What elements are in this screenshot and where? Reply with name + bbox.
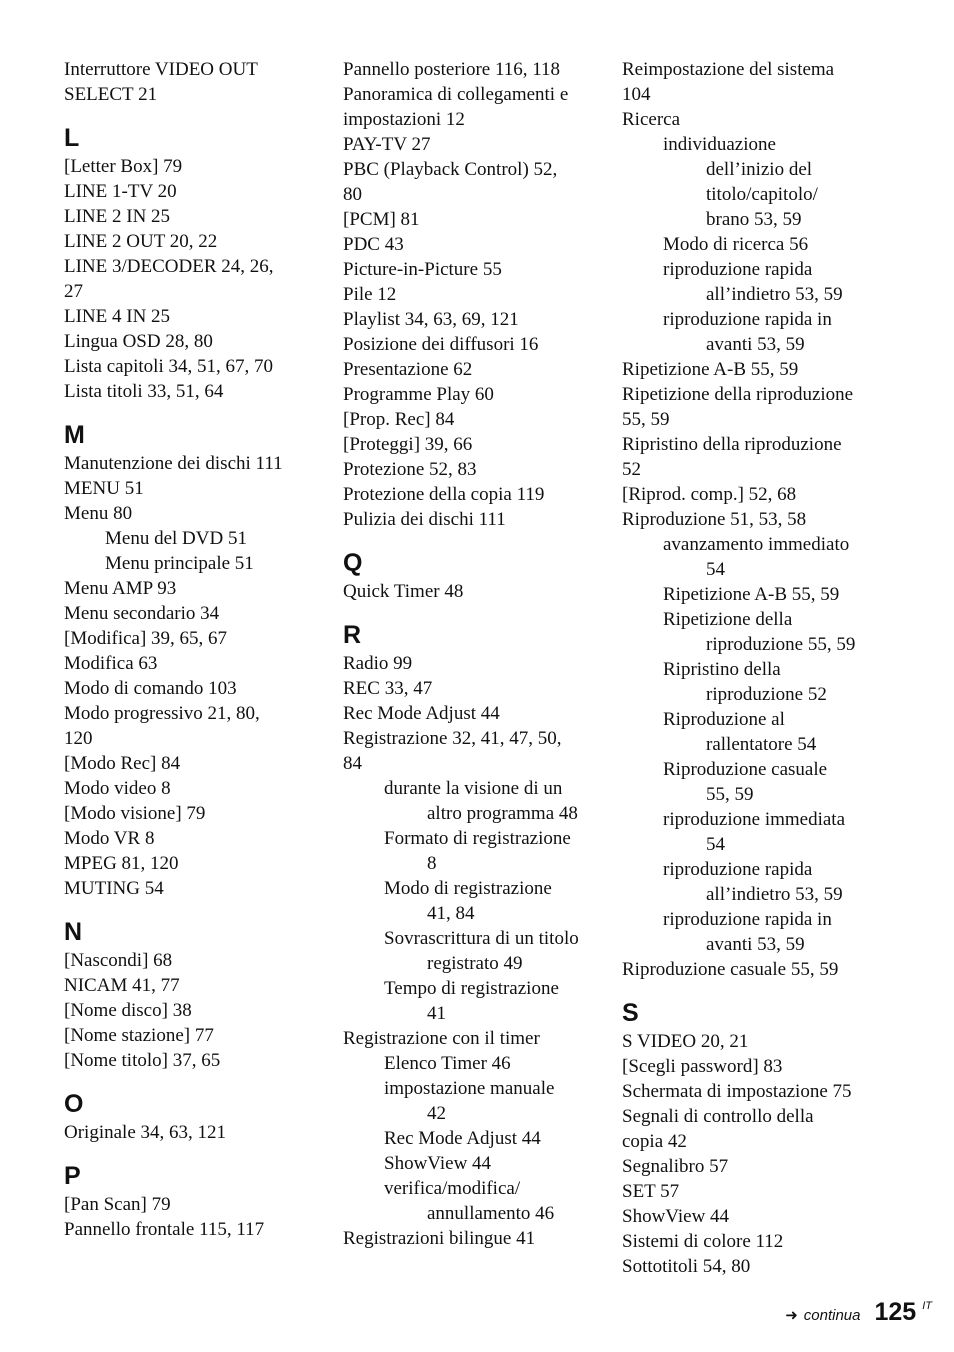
index-entry: copia 42: [622, 1131, 687, 1152]
index-entry: LINE 2 OUT 20, 22: [64, 231, 218, 252]
index-subentry: Ripetizione della: [663, 609, 793, 630]
index-entry: Ripetizione della riproduzione: [622, 384, 854, 405]
index-entry: Interruttore VIDEO OUT: [64, 59, 258, 80]
index-entry: PDC 43: [343, 234, 404, 255]
index-entry: Segnali di controllo della: [622, 1106, 814, 1127]
index-entry: Lista titoli 33, 51, 64: [64, 381, 224, 402]
index-entry: Protezione 52, 83: [343, 459, 477, 480]
index-subentry: avanzamento immediato: [663, 534, 850, 555]
index-subentry: riproduzione rapida in: [663, 909, 832, 930]
index-subentry: riproduzione rapida: [663, 259, 813, 280]
index-entry: [Modo Rec] 84: [64, 753, 181, 774]
index-subentry: Menu del DVD 51: [105, 528, 247, 549]
arrow-right-icon: ➜: [785, 1307, 798, 1324]
index-entry: LINE 4 IN 25: [64, 306, 171, 327]
index-entry: Registrazione con il timer: [343, 1028, 540, 1049]
index-entry: LINE 2 IN 25: [64, 206, 171, 227]
index-column-1: [64, 57, 326, 1242]
index-entry: Originale 34, 63, 121: [64, 1122, 227, 1143]
index-entry: Modo progressivo 21, 80,: [64, 703, 260, 724]
index-entry: SELECT 21: [64, 84, 158, 105]
index-entry: Pile 12: [343, 284, 397, 305]
index-subentry: 54: [706, 834, 725, 855]
index-entry: [Nome disco] 38: [64, 1000, 192, 1021]
index-column-2: [343, 57, 605, 1251]
index-entry: Pannello posteriore 116, 118: [343, 59, 561, 80]
index-entry: 84: [343, 753, 362, 774]
index-entry: Lista capitoli 34, 51, 67, 70: [64, 356, 273, 377]
index-entry: Presentazione 62: [343, 359, 473, 380]
index-entry: [Prop. Rec] 84: [343, 409, 455, 430]
index-entry: Panoramica di collegamenti e: [343, 84, 569, 105]
index-entry: ShowView 44: [622, 1206, 730, 1227]
index-entry: [Proteggi] 39, 66: [343, 434, 473, 455]
index-entry: 55, 59: [622, 409, 670, 430]
index-subentry: riproduzione 52: [706, 684, 827, 705]
index-entry: Pulizia dei dischi 111: [343, 509, 506, 530]
index-subentry: brano 53, 59: [706, 209, 802, 230]
index-entry: PBC (Playback Control) 52,: [343, 159, 558, 180]
index-entry: Ricerca: [622, 109, 681, 130]
index-entry: Menu AMP 93: [64, 578, 177, 599]
index-entry: Menu secondario 34: [64, 603, 220, 624]
index-entry: [Letter Box] 79: [64, 156, 183, 177]
index-entry: 52: [622, 459, 641, 480]
index-subentry: Ripetizione A-B 55, 59: [663, 584, 840, 605]
section-heading: N: [64, 918, 83, 946]
index-subentry: Riproduzione casuale: [663, 759, 828, 780]
index-subentry: 54: [706, 559, 725, 580]
index-entry: Riproduzione casuale 55, 59: [622, 959, 839, 980]
index-entry: Registrazione 32, 41, 47, 50,: [343, 728, 562, 749]
index-entry: Sottotitoli 54, 80: [622, 1256, 751, 1277]
index-entry: Pannello frontale 115, 117: [64, 1219, 265, 1240]
index-entry: 80: [343, 184, 362, 205]
index-entry: Modo VR 8: [64, 828, 155, 849]
index-entry: [Nome titolo] 37, 65: [64, 1050, 221, 1071]
section-heading: Q: [343, 549, 363, 577]
index-column-3: [622, 57, 884, 1279]
index-entry: Reimpostazione del sistema: [622, 59, 835, 80]
index-subentry: 42: [427, 1103, 446, 1124]
index-entry: S VIDEO 20, 21: [622, 1031, 749, 1052]
index-entry: impostazioni 12: [343, 109, 465, 130]
index-subentry: Rec Mode Adjust 44: [384, 1128, 541, 1149]
section-heading: O: [64, 1090, 84, 1118]
index-entry: LINE 1-TV 20: [64, 181, 177, 202]
index-entry: [Nascondi] 68: [64, 950, 173, 971]
page-language-suffix: IT: [922, 1300, 932, 1312]
index-entry: SET 57: [622, 1181, 680, 1202]
index-subentry: all’indietro 53, 59: [706, 284, 843, 305]
index-entry: Lingua OSD 28, 80: [64, 331, 213, 352]
index-subentry: registrato 49: [427, 953, 523, 974]
index-entry: Ripetizione A-B 55, 59: [622, 359, 799, 380]
index-entry: [Modifica] 39, 65, 67: [64, 628, 228, 649]
index-entry: MUTING 54: [64, 878, 164, 899]
index-entry: Segnalibro 57: [622, 1156, 729, 1177]
index-subentry: impostazione manuale: [384, 1078, 555, 1099]
section-heading: S: [622, 999, 639, 1027]
index-subentry: durante la visione di un: [384, 778, 563, 799]
index-subentry: riproduzione 55, 59: [706, 634, 856, 655]
index-entry: Posizione dei diffusori 16: [343, 334, 539, 355]
index-entry: [Scegli password] 83: [622, 1056, 783, 1077]
index-entry: Registrazioni bilingue 41: [343, 1228, 536, 1249]
index-entry: MPEG 81, 120: [64, 853, 179, 874]
index-entry: [Modo visione] 79: [64, 803, 206, 824]
index-subentry: dell’inizio del: [706, 159, 813, 180]
page-number: 125: [874, 1298, 917, 1326]
index-subentry: Sovrascrittura di un titolo: [384, 928, 579, 949]
index-entry: Modo di comando 103: [64, 678, 237, 699]
index-subentry: annullamento 46: [427, 1203, 555, 1224]
index-entry: Schermata di impostazione 75: [622, 1081, 852, 1102]
index-subentry: Menu principale 51: [105, 553, 254, 574]
index-entry: Rec Mode Adjust 44: [343, 703, 500, 724]
index-entry: [PCM] 81: [343, 209, 420, 230]
index-entry: Manutenzione dei dischi 111: [64, 453, 283, 474]
index-subentry: altro programma 48: [427, 803, 578, 824]
index-subentry: Formato di registrazione: [384, 828, 571, 849]
index-subentry: all’indietro 53, 59: [706, 884, 843, 905]
index-entry: Riproduzione 51, 53, 58: [622, 509, 807, 530]
index-subentry: verifica/modifica/: [384, 1178, 521, 1199]
index-entry: Menu 80: [64, 503, 133, 524]
index-subentry: riproduzione rapida in: [663, 309, 832, 330]
index-entry: NICAM 41, 77: [64, 975, 180, 996]
index-subentry: ShowView 44: [384, 1153, 492, 1174]
index-entry: Modo video 8: [64, 778, 171, 799]
index-subentry: Modo di ricerca 56: [663, 234, 809, 255]
index-entry: Playlist 34, 63, 69, 121: [343, 309, 519, 330]
index-entry: MENU 51: [64, 478, 144, 499]
index-entry: 104: [622, 84, 651, 105]
index-subentry: titolo/capitolo/: [706, 184, 818, 205]
index-entry: 27: [64, 281, 83, 302]
index-entry: PAY-TV 27: [343, 134, 431, 155]
index-entry: Modifica 63: [64, 653, 158, 674]
index-entry: Picture-in-Picture 55: [343, 259, 502, 280]
index-subentry: individuazione: [663, 134, 776, 155]
index-entry: Sistemi di colore 112: [622, 1231, 784, 1252]
index-subentry: rallentatore 54: [706, 734, 817, 755]
index-entry: Ripristino della riproduzione: [622, 434, 842, 455]
index-entry: [Nome stazione] 77: [64, 1025, 214, 1046]
index-subentry: 55, 59: [706, 784, 754, 805]
index-subentry: riproduzione immediata: [663, 809, 846, 830]
index-subentry: avanti 53, 59: [706, 334, 805, 355]
index-entry: Quick Timer 48: [343, 581, 464, 602]
index-subentry: Modo di registrazione: [384, 878, 552, 899]
index-subentry: 8: [427, 853, 437, 874]
index-subentry: 41, 84: [427, 903, 475, 924]
page-footer: [785, 1298, 932, 1327]
section-heading: L: [64, 124, 80, 152]
index-entry: Radio 99: [343, 653, 413, 674]
index-entry: Protezione della copia 119: [343, 484, 545, 505]
section-heading: R: [343, 621, 362, 649]
index-subentry: avanti 53, 59: [706, 934, 805, 955]
index-entry: REC 33, 47: [343, 678, 433, 699]
index-entry: 120: [64, 728, 93, 749]
section-heading: M: [64, 421, 85, 449]
index-subentry: Elenco Timer 46: [384, 1053, 511, 1074]
index-subentry: Ripristino della: [663, 659, 781, 680]
index-subentry: 41: [427, 1003, 446, 1024]
index-entry: Programme Play 60: [343, 384, 494, 405]
section-heading: P: [64, 1162, 81, 1190]
index-entry: [Pan Scan] 79: [64, 1194, 171, 1215]
index-subentry: Tempo di registrazione: [384, 978, 559, 999]
continua-label: continua: [803, 1307, 861, 1324]
index-subentry: Riproduzione al: [663, 709, 785, 730]
index-entry: LINE 3/DECODER 24, 26,: [64, 256, 274, 277]
index-entry: [Riprod. comp.] 52, 68: [622, 484, 797, 505]
index-subentry: riproduzione rapida: [663, 859, 813, 880]
